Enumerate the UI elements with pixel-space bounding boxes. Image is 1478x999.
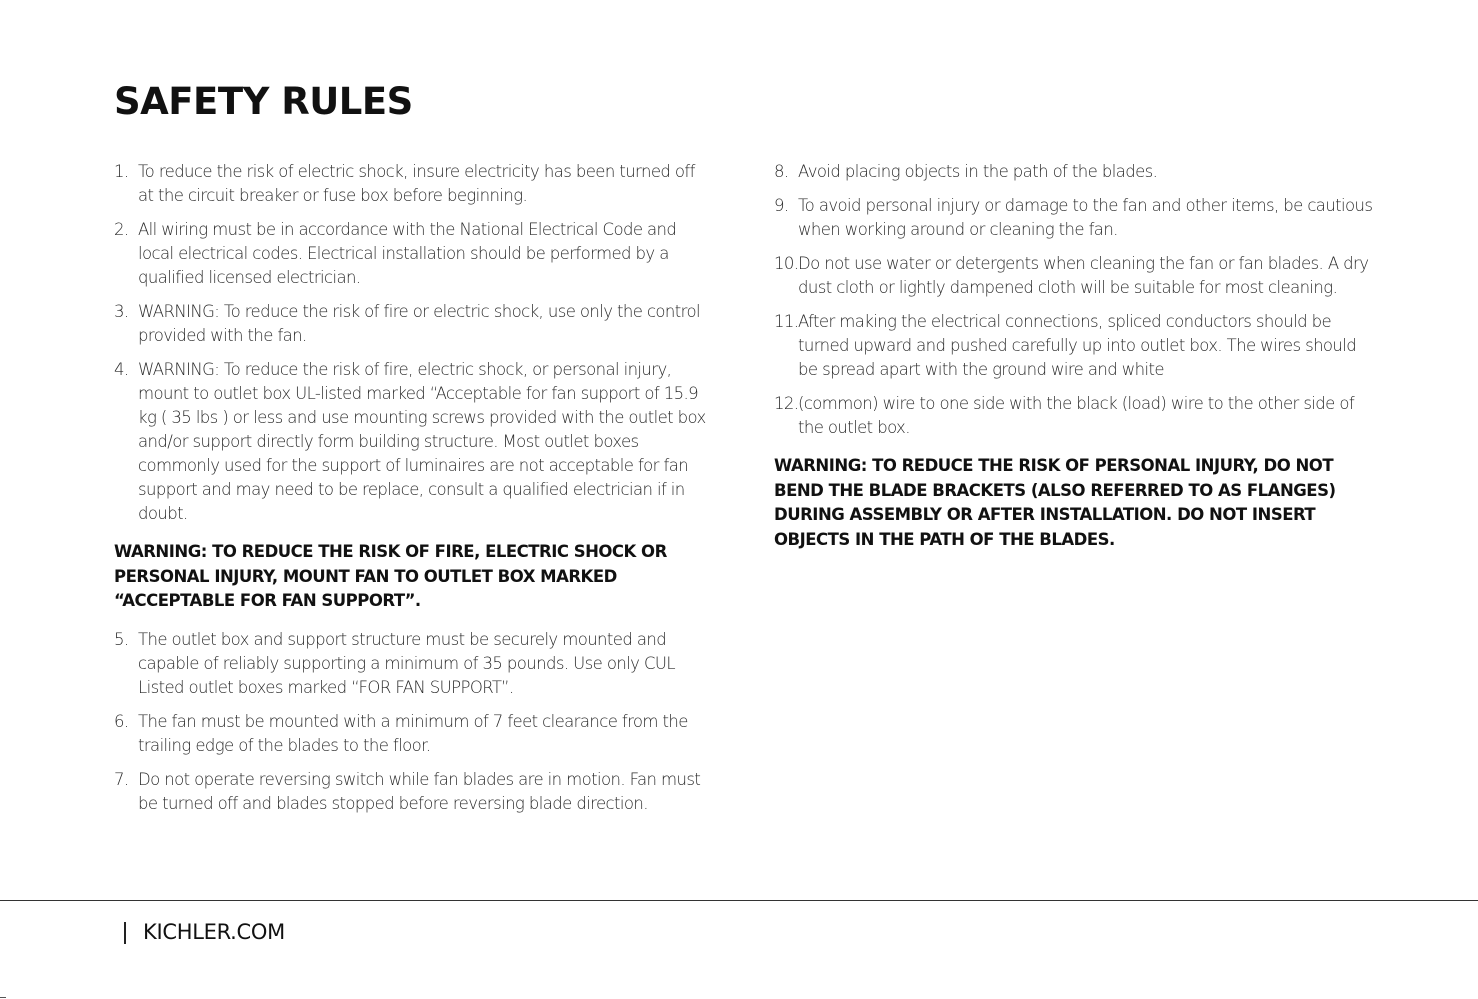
- rule-item-6: [114, 710, 714, 758]
- rule-number: 3.: [114, 302, 129, 321]
- right-column: [774, 160, 1374, 566]
- page-title: SAFETY RULES: [114, 80, 413, 123]
- rule-item-5: [114, 628, 714, 700]
- left-column: [114, 160, 714, 826]
- rule-text: To avoid personal injury or damage to the fan and other items, be cautious when working around or cleaning the fan.: [798, 196, 1373, 239]
- rule-text: (common) wire to one side with the black (load) wire to the other side of the outlet box.: [798, 394, 1355, 437]
- rule-item-1: [114, 160, 714, 208]
- rule-item-10: [774, 252, 1374, 300]
- rule-number: 8.: [774, 162, 789, 181]
- rule-text: The fan must be mounted with a minimum of 7 feet clearance from the trailing edge of the blades to the floor.: [138, 711, 688, 755]
- footer-divider: [0, 900, 1478, 901]
- rule-text: The outlet box and support structure must be securely mounted and capable of reliably supporting a minimum of 35 pounds. Use only CUL Listed outlet boxes marked “FOR FAN SUPPORT”.: [138, 629, 675, 697]
- rule-text: After making the electrical connections, spliced conductors should be turned upward and pushed carefully up into outlet box. The wires should be spread apart with the ground wire and white: [798, 312, 1357, 379]
- rule-text: WARNING: To reduce the risk of fire, electric shock, or personal injury, mount to outlet box UL-listed marked “Acceptable for fan support of 15.9 kg ( 35 lbs ) or less and use mounting screws provided with the outlet box and/or support directly form building structure. Most outlet boxes commonly used for the support of luminaires are not acceptable for fan support and may need to be replace, consult a qualified electrician if in doubt.: [138, 360, 706, 523]
- rule-item-3: [114, 300, 714, 348]
- rule-text: All wiring must be in accordance with the National Electrical Code and local electrical codes. Electrical installation should be performed by a qualified licensed electrician.: [138, 220, 677, 287]
- rule-number: 6.: [114, 711, 129, 731]
- rule-number: 12.: [774, 394, 799, 413]
- rule-number: 7.: [114, 769, 129, 789]
- blade-bracket-warning: WARNING: TO REDUCE THE RISK OF PERSONAL INJURY, DO NOT BEND THE BLADE BRACKETS (ALSO REFERRED TO AS FLANGES) DURING ASSEMBLY OR AFTER INSTALLATION. DO NOT INSERT OBJECTS IN THE PATH OF THE BLADES.: [774, 456, 1336, 549]
- rule-number: 9.: [774, 196, 789, 215]
- rule-item-4: [114, 358, 714, 526]
- rule-number: 1.: [114, 162, 129, 181]
- rule-number: 4.: [114, 360, 129, 379]
- footer-separator-bar: [124, 922, 126, 944]
- rule-text: Avoid placing objects in the path of the blades.: [798, 162, 1158, 181]
- rule-number: 11.: [774, 312, 799, 331]
- rule-item-8: [774, 160, 1374, 184]
- rule-item-12: [774, 392, 1374, 440]
- rule-number: 5.: [114, 629, 129, 649]
- rule-number: 10.: [774, 254, 799, 273]
- rule-item-9: [774, 194, 1374, 242]
- footer-website: KICHLER.COM: [143, 920, 285, 944]
- rule-text: Do not use water or detergents when cleaning the fan or fan blades. A dry dust cloth or lightly dampened cloth will be suitable for most cleaning.: [798, 254, 1369, 297]
- corner-mark: [0, 997, 6, 998]
- rule-item-2: [114, 218, 714, 290]
- rule-item-7: [114, 768, 714, 816]
- fan-support-warning: WARNING: TO REDUCE THE RISK OF FIRE, ELECTRIC SHOCK OR PERSONAL INJURY, MOUNT FAN TO OUTLET BOX MARKED “ACCEPTABLE FOR FAN SUPPORT”.: [114, 542, 667, 610]
- rule-text: WARNING: To reduce the risk of fire or electric shock, use only the control provided with the fan.: [138, 302, 700, 345]
- rule-text: Do not operate reversing switch while fan blades are in motion. Fan must be turned off and blades stopped before reversing blade direction.: [138, 769, 701, 813]
- rule-item-11: [774, 310, 1374, 382]
- rule-text: To reduce the risk of electric shock, insure electricity has been turned off at the circuit breaker or fuse box before beginning.: [138, 162, 695, 205]
- rule-number: 2.: [114, 220, 129, 239]
